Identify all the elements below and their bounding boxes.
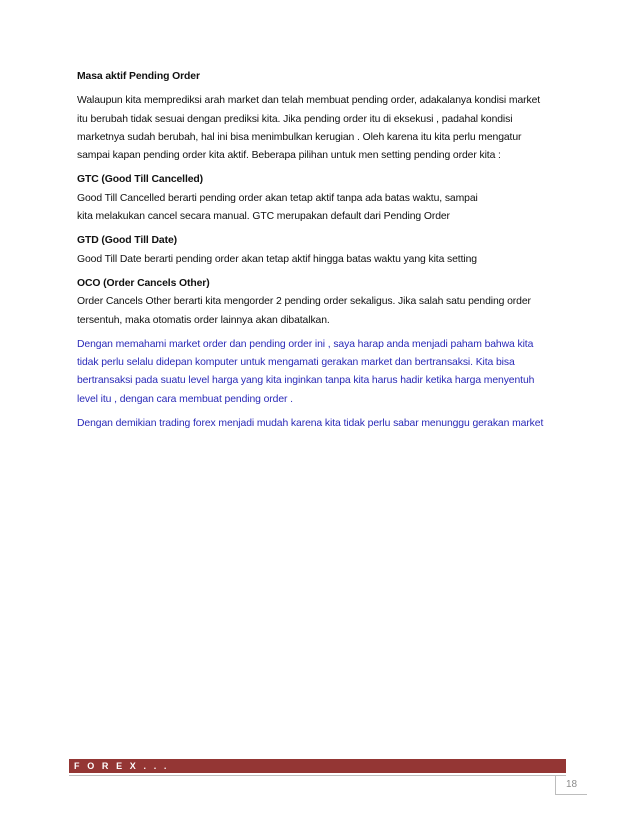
- intro-line-3: marketnya sudah berubah, hal ini bisa menimbulkan kerugian . Oleh karena itu kita perlu mengatur: [77, 131, 522, 143]
- gtc-title: GTC (Good Till Cancelled): [77, 174, 204, 186]
- gtd-line-1: Good Till Date berarti pending order akan tetap aktif hingga batas waktu yang kita setting: [77, 253, 477, 265]
- oco-line-1: Order Cancels Other berarti kita mengorder 2 pending order sekaligus. Jika salah satu pending order: [77, 296, 531, 308]
- summary-line-3: bertransaksi pada suatu level harga yang kita inginkan tanpa kita harus hadir ketika harga menyentuh: [77, 375, 535, 387]
- intro-line-4: sampai kapan pending order kita aktif. Beberapa pilihan untuk men setting pending order kita :: [77, 150, 501, 162]
- summary-line-1: Dengan memahami market order dan pending order ini , saya harap anda menjadi paham bahwa kita: [77, 338, 534, 350]
- gtd-title: GTD (Good Till Date): [77, 235, 177, 247]
- oco-title: OCO (Order Cancels Other): [77, 277, 210, 289]
- footer-label: F O R E X . . .: [74, 761, 170, 771]
- closing-line: Dengan demikian trading forex menjadi mudah karena kita tidak perlu sabar menunggu gerakan market: [77, 418, 544, 430]
- gtc-line-2: kita melakukan cancel secara manual. GTC merupakan default dari Pending Order: [77, 211, 450, 223]
- summary-line-4: level itu , dengan cara membuat pending order .: [77, 393, 293, 405]
- page-content: [77, 68, 567, 433]
- page-number: 18: [555, 776, 587, 795]
- oco-line-2: tersentuh, maka otomatis order lainnya akan dibatalkan.: [77, 314, 330, 326]
- gtc-line-1: Good Till Cancelled berarti pending order akan tetap aktif tanpa ada batas waktu, sampai: [77, 192, 478, 204]
- section-heading: Masa aktif Pending Order: [77, 71, 200, 82]
- footer-bar: [69, 759, 566, 773]
- intro-line-1: Walaupun kita memprediksi arah market dan telah membuat pending order, adakalanya kondisi market: [77, 95, 541, 107]
- footer-divider: [69, 775, 566, 776]
- summary-line-2: tidak perlu selalu didepan komputer untuk mengamati gerakan market dan bertransaksi. Kita bisa: [77, 357, 515, 369]
- intro-line-2: itu berubah tidak sesuai dengan prediksi kita. Jika pending order itu di eksekusi , padahal kondisi: [77, 113, 513, 125]
